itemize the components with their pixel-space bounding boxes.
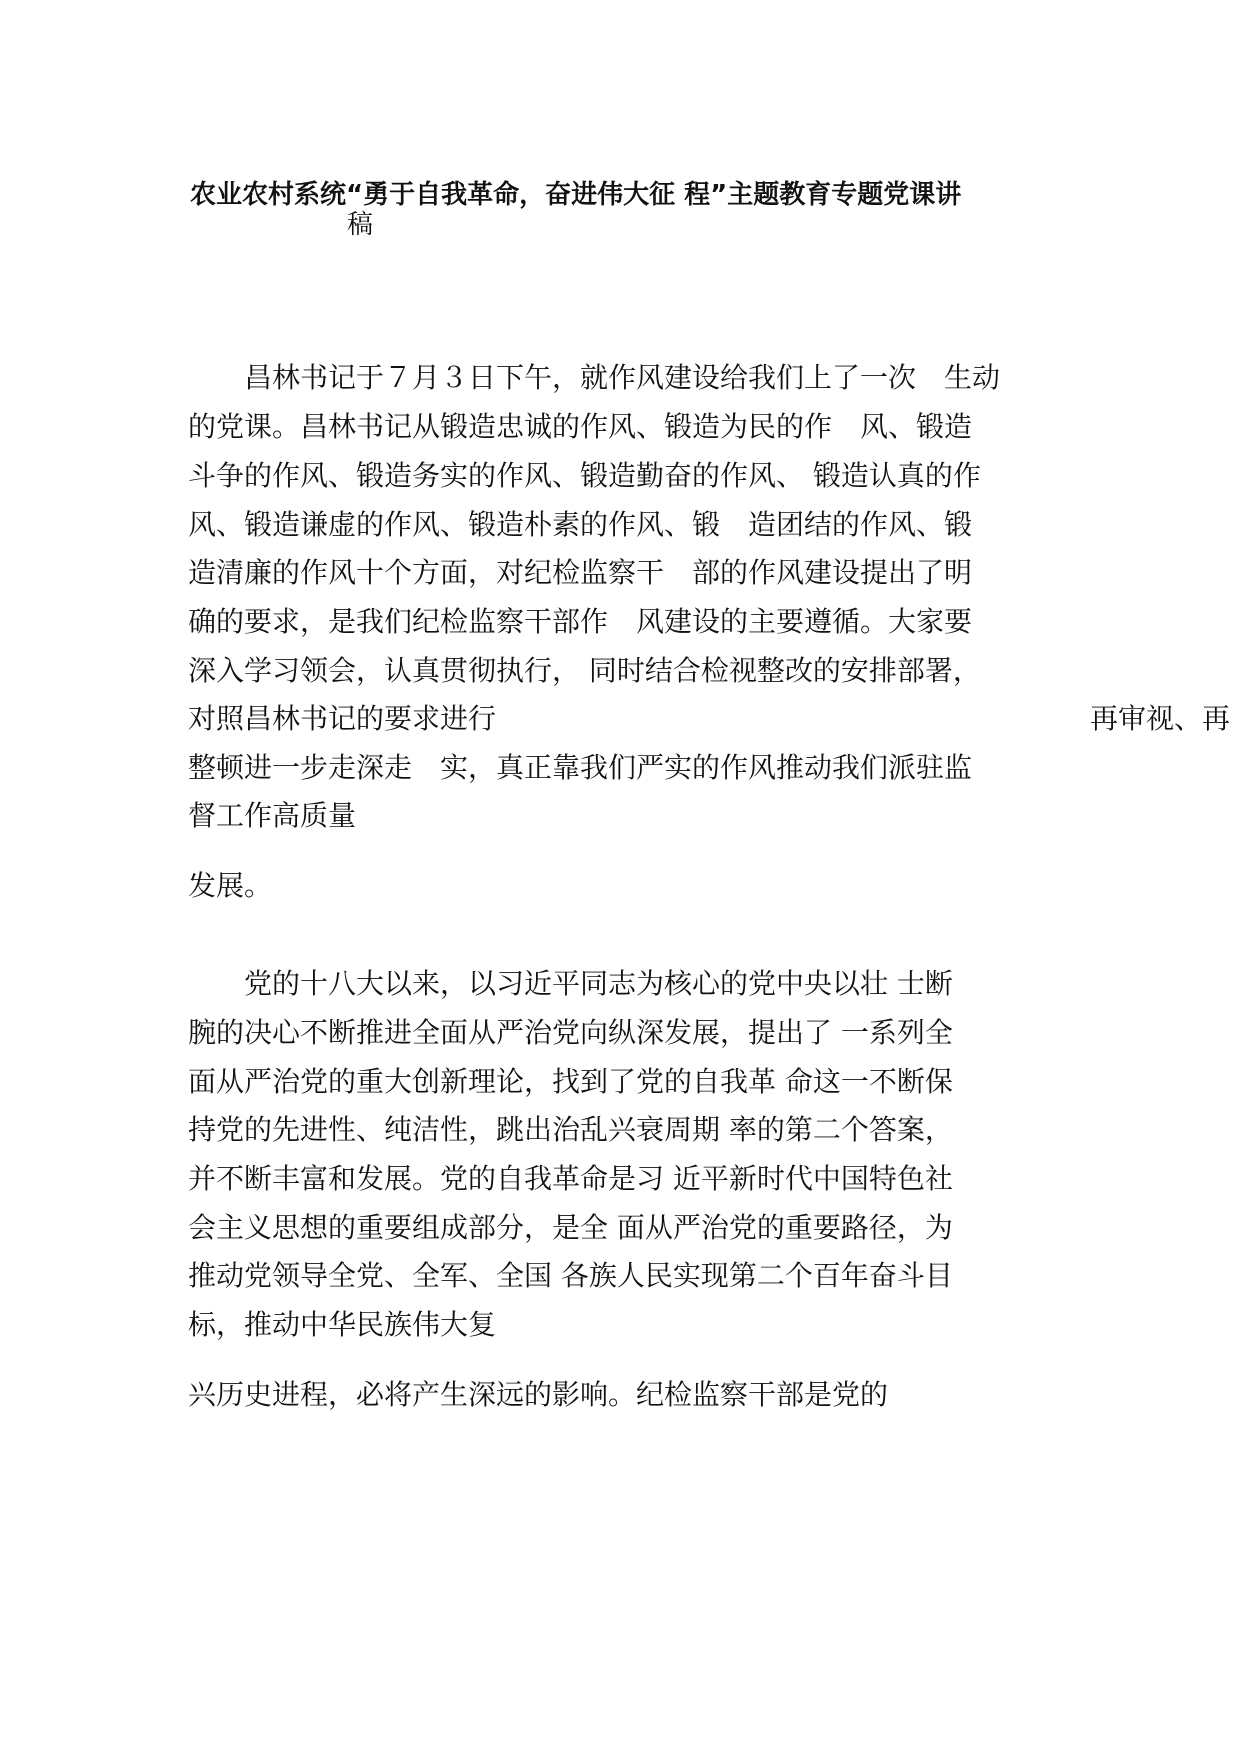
paragraph-1-line-7: 深入学习领会，认真贯彻执行， 同时结合检视整改的安排部署， bbox=[188, 654, 981, 687]
paragraph-2-line-6: 会主义思想的重要组成部分，是全 面从严治党的重要路径，为 bbox=[188, 1211, 953, 1244]
document-title-continuation: 稿 bbox=[347, 210, 374, 240]
paragraph-1-line-2: 的党课。昌林书记从锻造忠诚的作风、锻造为民的作 风、锻造 bbox=[188, 410, 973, 443]
paragraph-2-line-4: 持党的先进性、纯洁性，跳出治乱兴衰周期 率的第二个答案， bbox=[188, 1113, 953, 1146]
paragraph-2-line-3: 面从严治党的重大创新理论，找到了党的自我革 命这一不断保 bbox=[188, 1065, 953, 1098]
paragraph-1-line-3: 斗争的作风、锻造务实的作风、锻造勤奋的作风、 锻造认真的作 bbox=[188, 459, 981, 492]
paragraph-1-line-10: 督工作高质量 bbox=[188, 799, 357, 832]
paragraph-2-line-8: 标，推动中华民族伟大复 bbox=[188, 1308, 497, 1341]
paragraph-2-line-1: 党的十八大以来，以习近平同志为核心的党中央以壮 士断 bbox=[188, 967, 953, 1000]
paragraph-2-line-2: 腕的决心不断推进全面从严治党向纵深发展，提出了 一系列全 bbox=[188, 1016, 953, 1049]
paragraph-1-line-4: 风、锻造谦虚的作风、锻造朴素的作风、锻 造团结的作风、锻 bbox=[188, 508, 973, 541]
paragraph-1-line-8: 对照昌林书记的要求进行 bbox=[188, 702, 497, 735]
paragraph-1-line-5: 造清廉的作风十个方面，对纪检监察干 部的作风建设提出了明 bbox=[188, 556, 973, 589]
paragraph-1-line-6: 确的要求，是我们纪检监察干部作 风建设的主要遵循。大家要 bbox=[188, 605, 973, 638]
paragraph-1-line-1: 昌林书记于７月３日下午，就作风建设给我们上了一次 生动 bbox=[188, 361, 1001, 394]
paragraph-2-line-7: 推动党领导全党、全军、全国 各族人民实现第二个百年奋斗目 bbox=[188, 1259, 953, 1292]
paragraph-2-last-line: 兴历史进程，必将产生深远的影响。纪检监察干部是党的 bbox=[188, 1378, 889, 1411]
paragraph-1-line-9: 整顿进一步走深走 实，真正靠我们严实的作风推动我们派驻监 bbox=[188, 751, 973, 784]
paragraph-1-last-line: 发展。 bbox=[188, 869, 273, 902]
paragraph-1-overflow-fragment: 再审视、再 bbox=[1090, 702, 1231, 735]
paragraph-2-line-5: 并不断丰富和发展。党的自我革命是习 近平新时代中国特色社 bbox=[188, 1162, 953, 1195]
document-title: 农业农村系统“勇于自我革命，奋进伟大征 程”主题教育专题党课讲 bbox=[190, 180, 962, 210]
